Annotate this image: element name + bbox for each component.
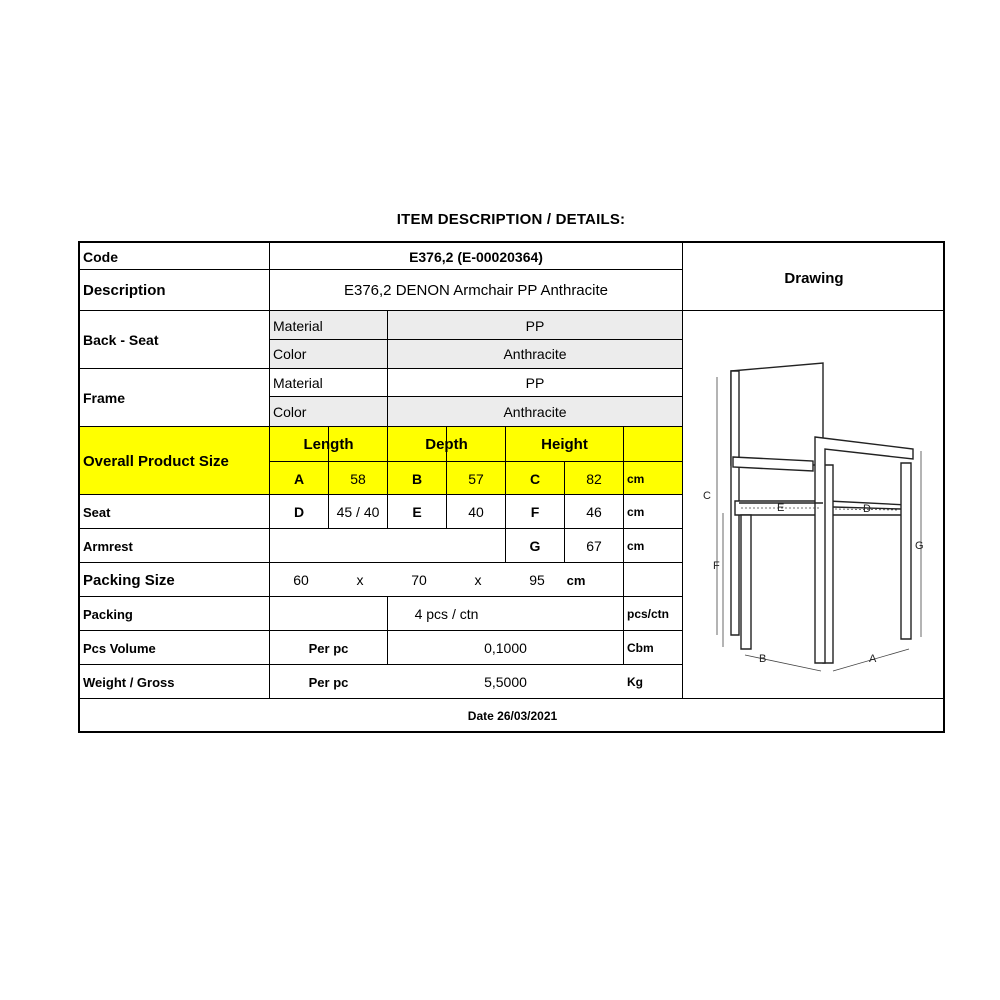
drawing-label-a: A: [869, 653, 877, 665]
packing-value: 4 pcs / ctn: [414, 606, 479, 622]
code-value: E376,2 (E-00020364): [409, 248, 543, 265]
chair-drawing: [683, 353, 945, 673]
drawing-label: Drawing: [784, 269, 844, 287]
frame-label: Frame: [83, 390, 126, 406]
volume-value: 0,1000: [484, 640, 527, 656]
dim-d-value: 45 / 40: [336, 504, 380, 520]
code-label: Code: [83, 248, 118, 265]
frame-material-value: PP: [525, 375, 545, 391]
length-header: Length: [303, 436, 354, 453]
drawing-label-c: C: [703, 490, 711, 502]
packing-size-unit: cm: [566, 572, 586, 588]
packing-size-x1: x: [356, 572, 364, 588]
packing-unit: pcs/ctn: [627, 607, 670, 621]
back-seat-material-label: Material: [273, 317, 323, 334]
back-seat-color-label: Color: [273, 346, 307, 362]
description-label: Description: [83, 282, 166, 299]
seat-unit: cm: [627, 505, 645, 519]
overall-unit: cm: [627, 471, 645, 486]
date-footer: Date 26/03/2021: [467, 709, 558, 723]
drawing-label-b: B: [759, 653, 767, 665]
packing-size-x2: x: [474, 572, 482, 588]
dim-g-letter: G: [529, 538, 541, 554]
dim-c-letter: C: [529, 470, 541, 487]
packing-size-label: Packing Size: [83, 571, 175, 589]
armrest-label: Armrest: [83, 538, 133, 554]
volume-unit: Cbm: [627, 641, 654, 655]
dimension-b-line: [745, 655, 821, 671]
dim-e-value: 40: [468, 504, 484, 520]
frame-material-label: Material: [273, 375, 323, 391]
weight-label: Weight / Gross: [83, 674, 175, 690]
dim-c-value: 82: [586, 470, 602, 487]
overall-size-label: Overall Product Size: [83, 452, 229, 470]
dim-b-letter: B: [411, 470, 423, 487]
chair-front-left-leg: [741, 515, 751, 649]
back-seat-color-value: Anthracite: [503, 346, 567, 362]
frame-color-label: Color: [273, 404, 307, 420]
drawing-label-d: D: [863, 503, 871, 515]
armrest-unit: cm: [627, 539, 645, 553]
dim-a-value: 58: [350, 470, 366, 487]
dim-e-letter: E: [412, 504, 422, 520]
page-heading: ITEM DESCRIPTION / DETAILS:: [396, 211, 626, 228]
packing-size-height: 95: [529, 572, 545, 588]
weight-per: Per pc: [308, 674, 349, 690]
packing-label: Packing: [83, 606, 133, 622]
back-seat-label: Back - Seat: [83, 332, 159, 348]
volume-label: Pcs Volume: [83, 640, 156, 656]
dim-f-letter: F: [530, 504, 540, 520]
dim-d-letter: D: [293, 504, 305, 520]
dim-f-value: 46: [586, 504, 602, 520]
dim-b-value: 57: [468, 470, 484, 487]
dim-a-letter: A: [293, 470, 305, 487]
chair-backrest: [731, 363, 823, 465]
packing-size-length: 60: [293, 572, 309, 588]
volume-per: Per pc: [308, 640, 349, 656]
drawing-label-e: E: [777, 502, 785, 514]
weight-unit: Kg: [627, 675, 643, 689]
depth-header: Depth: [425, 436, 468, 453]
dim-g-value: 67: [586, 538, 602, 554]
height-header: Height: [541, 436, 588, 453]
spec-table: [78, 241, 945, 733]
drawing-label-f: F: [713, 560, 720, 572]
weight-value: 5,5000: [484, 674, 527, 690]
drawing-label-g: G: [915, 540, 924, 552]
back-seat-material-value: PP: [525, 317, 545, 334]
chair-right-leg: [901, 463, 911, 639]
description-value: E376,2 DENON Armchair PP Anthracite: [343, 282, 608, 299]
packing-size-width: 70: [411, 572, 427, 588]
frame-color-value: Anthracite: [503, 404, 567, 420]
seat-label: Seat: [83, 504, 111, 520]
